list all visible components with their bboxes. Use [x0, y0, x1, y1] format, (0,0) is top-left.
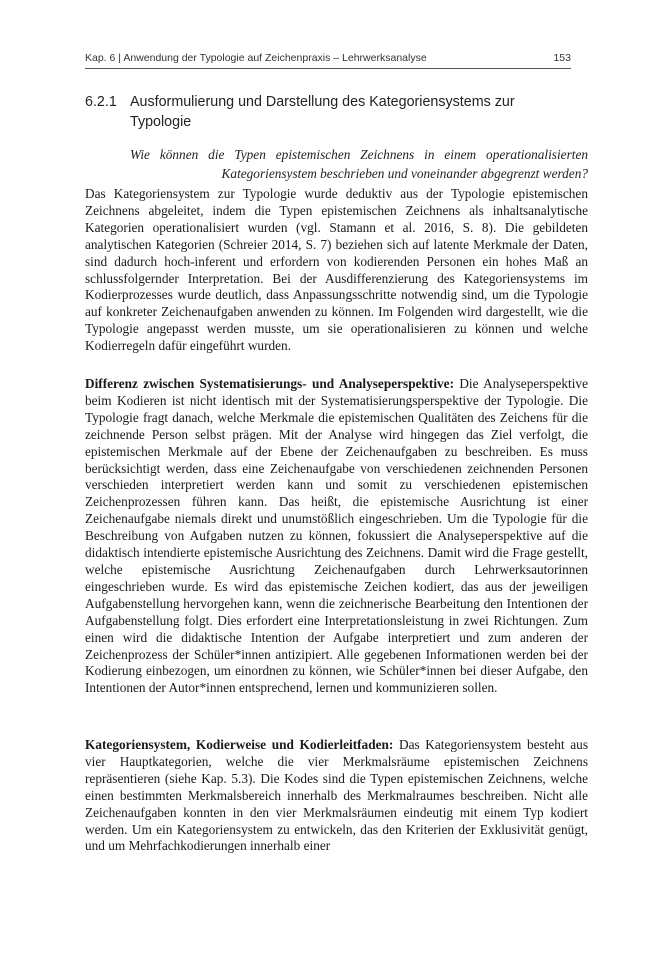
- research-question: Wie können die Typen epistemischen Zeichnens in einem operationalisierten Kategoriensystem beschrieben und voneinander abgegrenzt werden?: [130, 147, 588, 181]
- paragraph-run-in-heading: Differenz zwischen Systematisierungs- und Analyseperspektive:: [85, 376, 454, 391]
- section-title: Ausformulierung und Darstellung des Kategoriensystems zur Typologie: [130, 94, 515, 130]
- running-head: [85, 52, 571, 69]
- paragraph: [85, 376, 588, 697]
- body-paragraph-intro: [85, 186, 588, 355]
- paragraph: [85, 737, 588, 855]
- section-number: 6.2.1: [85, 94, 117, 110]
- paragraph-text: Die Analyseperspektive beim Kodieren ist nicht identisch mit der Systematisierungsperspektive der Typologie. Die Typologie fragt danach, welche Merkmale die epistemischen Qualitäten des Zeichens für die zeichnende Person selbst prägen. Mit der Analyse wird hingegen das Ziel verfolgt, die epistemischen Merkmale auf der Ebene der Zeichenaufgaben zu beschreiben. Es muss berücksichtigt werden, dass eine Zeichenaufgabe von verschiedenen zeichnenden Personen verschieden interpretiert werden kann und somit zu verschiedenen epistemischen Zeichenprozessen führen kann. Das heißt, die epistemische Ausrichtung ist einer Zeichenaufgabe niemals direkt und unumstößlich eingeschrieben. Um die Typologie für die Beschreibung von Aufgaben nutzen zu können, fokussiert die Analyseperspektive auf die didaktisch intendierte epistemische Ausrichtung des Zeichnens. Damit wird die Frage gestellt, welche epistemische Ausrichtung Zeichenaufgaben durch Lehrwerksautorinnen eingeschrieben wurde. Es wird das epistemische Zeichen kodiert, das aus der jeweiligen Aufgabenstellung hervorgehen kann, wenn die zeichnerische Bearbeitung den Intentionen der Aufgabenstellung folgt. Dies erfordert eine Interpretationsleistung in zwei Richtungen. Zum einen wird die didaktische Intention der Aufgabe interpretiert und zum anderen der Zeichenprozess der Schüler*innen antizipiert. Alle gegebenen Informationen werden bei der Kodierung einbezogen, um einordnen zu können, wie Schüler*innen bei dieser Aufgabe, den Intentionen der Autor*innen entsprechend, lernen und kommunizieren sollen.: [85, 376, 588, 696]
- paragraph-text: Das Kategoriensystem besteht aus vier Hauptkategorien, welche die vier Merkmalsräume epistemischen Zeichnens repräsentieren (siehe Kap. 5.3). Die Kodes sind die Typen epistemischen Zeichnens, welche einen bestimmten Merkmalsbereich innerhalb des Merkmalraumes beschreiben. Nicht alle Zeichenaufgaben konnten in den vier Merkmalsräumen eindeutig mit einem Typ kodiert werden. Um ein Kategoriensystem zu entwickeln, das den Kriterien der Exklusivität genügt, und um Mehrfachkodierungen innerhalb einer: [85, 737, 588, 854]
- body-paragraph-perspective: [85, 376, 588, 697]
- paragraph-run-in-heading: Kategoriensystem, Kodierweise und Kodierleitfaden:: [85, 737, 394, 752]
- body-paragraph-category-system: [85, 737, 588, 855]
- section-heading: [85, 92, 571, 132]
- running-head-chapter: Kap. 6 | Anwendung der Typologie auf Zeichenpraxis – Lehrwerksanalyse: [85, 52, 427, 64]
- paragraph-text: Das Kategoriensystem zur Typologie wurde deduktiv aus der Typologie epistemischen Zeichnens abgeleitet, indem die Typen epistemischen Zeichnens als inhaltsanalytische Kategorien operationalisiert wurden (vgl. Stamann et al. 2016, S. 8). Die gebildeten analytischen Kategorien (Schreier 2014, S. 7) beziehen sich auf latente Merkmale der Daten, sind dadurch hoch-inferent und erfordern von kodierenden Personen ein hohes Maß an schlussfolgernder Interpretation. Bei der Ausdifferenzierung des Kategoriensystems im Kodierprozesses wurde deutlich, dass Anpassungsschritte notwendig sind, um die Typologie auf konkreter Zeichenaufgaben anwenden zu können. Im Folgenden wird dargestellt, wie die Typologie angepasst werden musste, um sie operationalisieren zu können und welche Kodierregeln dafür eingeführt wurden.: [85, 186, 588, 354]
- page-number: 153: [553, 52, 571, 64]
